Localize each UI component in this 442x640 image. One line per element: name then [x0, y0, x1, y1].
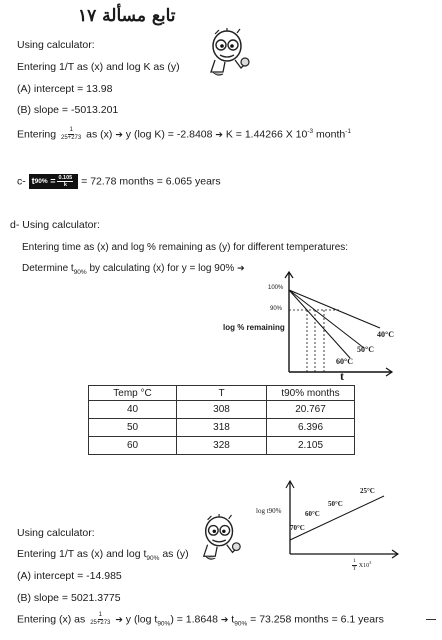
table-header: t90% months	[267, 386, 355, 401]
as-x-label: as (x)	[86, 128, 113, 141]
y-tick-100: 100%	[268, 285, 284, 291]
using-calculator-label: Using calculator:	[17, 39, 95, 51]
table-cell: 50	[89, 419, 177, 437]
y-tick-90: 90%	[270, 306, 283, 312]
slope-value-2: (B) slope = 5021.3775	[17, 592, 121, 604]
graph1-xlabel: t	[340, 369, 344, 383]
table-cell: 328	[177, 437, 267, 455]
arrow-right-icon: ➔	[215, 130, 223, 141]
table-cell: 40	[89, 401, 177, 419]
table-cell: 308	[177, 401, 267, 419]
line-60c	[289, 290, 350, 358]
k-calculation-line: Entering $\frac{1}{25+273}$ as (x) ➔ y (log K) = -2.8408 ➔ K = 1.44266 X $10^{-3}$ month$^{-1}$	[17, 127, 351, 142]
thinking-mascot-illustration	[198, 514, 244, 562]
thinking-mascot-illustration	[205, 28, 253, 78]
table-cell: 6.396	[267, 419, 355, 437]
table-header: Temp °C	[89, 386, 177, 401]
table-header-row	[89, 386, 355, 401]
table-header: T	[177, 386, 267, 401]
reciprocal-temperature-fraction: $\frac{1}{25+273}$	[61, 127, 82, 142]
t90-table	[88, 385, 355, 455]
line-50c	[289, 290, 364, 348]
label-50c-2: 50°C	[328, 500, 343, 508]
slope-value: (B) slope = -5013.201	[17, 104, 119, 116]
entering-description: Entering 1/T as (x) and log K as (y)	[17, 61, 180, 73]
intercept-value: (A) intercept = 13.98	[17, 83, 113, 95]
t90-result-line	[17, 174, 221, 189]
arrow-right-icon: ➔	[115, 130, 123, 141]
arrow-right-icon: ➔	[237, 264, 245, 274]
arrow-right-icon: ➔	[115, 615, 123, 626]
k-value: K = 1.44266 X 10	[225, 128, 308, 141]
entering-description-2: Entering 1/T as (x) and $\log t_{90\%}$ as (y)	[17, 548, 189, 563]
intercept-value-2: (A) intercept = -14.985	[17, 570, 122, 582]
label-70c: 70°C	[290, 524, 305, 532]
table-cell: 318	[177, 419, 267, 437]
label-60c: 60°C	[336, 357, 353, 366]
log-k-result: y (log K) = -2.8408	[125, 128, 213, 141]
divider-dash	[426, 619, 436, 620]
page-title: تابع مسألة ١٧	[78, 6, 176, 26]
t90-final-calculation: Entering (x) as $\frac{1}{25+273}$ ➔ y (log $t_{90\%}) = 1.8648$ ➔ $t_{90\%} = 73.258$ months = 6.1 years	[17, 612, 384, 628]
section-c-label: c-	[17, 175, 26, 188]
graph2-xlabel: $\frac{1}{T}$ $X10^3$	[352, 558, 372, 572]
table-cell: 2.105	[267, 437, 355, 455]
table-row	[89, 437, 355, 455]
section-d-heading: d- Using calculator:	[10, 219, 100, 231]
label-25c: 25°C	[360, 487, 375, 495]
table-cell: 60	[89, 437, 177, 455]
label-40c: 40°C	[377, 330, 394, 339]
label-50c: 50°C	[357, 345, 374, 354]
label-60c-2: 60°C	[305, 510, 320, 518]
table-cell: 20.767	[267, 401, 355, 419]
k-unit: month	[316, 128, 346, 141]
section-d-line2: Determine $t_{90\%}$ by calculating (x) for y = log 90% ➔	[22, 263, 245, 276]
line-40c	[289, 290, 380, 328]
log-t90-vs-reciprocal-t-graph	[284, 478, 404, 566]
graph1-ylabel: log % remaining	[223, 323, 285, 332]
graph2-ylabel: log t90%	[256, 507, 282, 515]
t90-formula-box: t 90% = $\frac{0.105}{k}$	[29, 174, 79, 189]
table-row	[89, 419, 355, 437]
entering-prefix: Entering	[17, 128, 57, 141]
arrow-right-icon: ➔	[220, 615, 229, 626]
using-calculator-label-2: Using calculator:	[17, 527, 95, 539]
t90-result-value: = 72.78 months = 6.065 years	[81, 175, 221, 188]
table-row	[89, 401, 355, 419]
section-d-line1: Entering time as (x) and log % remaining as (y) for different temperatures:	[22, 242, 349, 253]
